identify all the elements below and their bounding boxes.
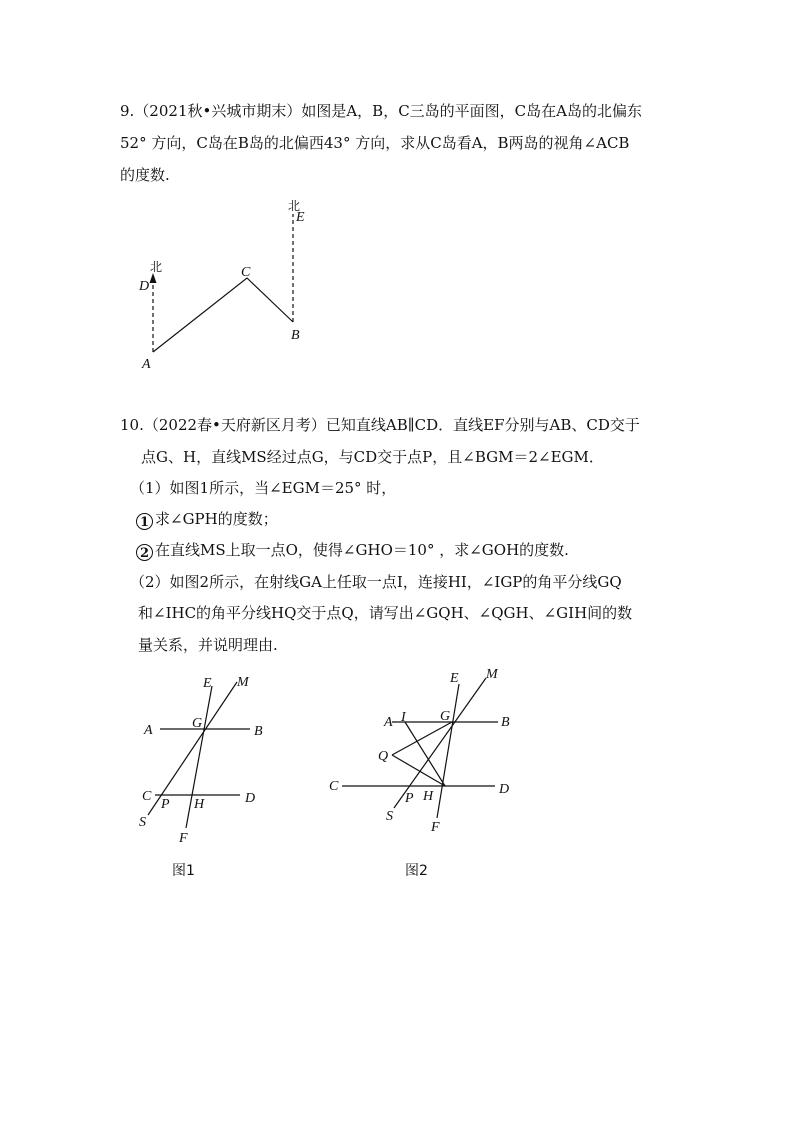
fig2-label-a: A	[384, 715, 393, 730]
q10-figure-2	[329, 667, 510, 835]
fig1-label-c: C	[142, 789, 152, 804]
fig2-label-s: S	[386, 809, 393, 824]
item-2-text: 在直线MS上取一点O，使得∠GHO＝10° ，求∠GOH的度数.	[155, 541, 569, 559]
q10-part-2-line-1: （2）如图2所示，在射线GA上任取一点I，连接HI，∠IGP的角平分线GQ	[130, 573, 622, 591]
q10-figure-1	[139, 675, 263, 846]
fig2-label-c: C	[329, 779, 339, 794]
path-acb	[153, 278, 293, 352]
fig1-label-a: A	[144, 723, 153, 738]
fig1-label-e: E	[203, 676, 212, 691]
q9-line-2: 52° 方向，C岛在B岛的北偏西43° 方向，求从C岛看A，B两岛的视角∠ACB	[120, 134, 630, 152]
q10-item-2	[136, 540, 569, 561]
q10-part-2-line-2: 和∠IHC的角平分线HQ交于点Q，请写出∠GQH、∠QGH、∠GIH间的数	[138, 604, 633, 622]
point-label-d: D	[139, 279, 150, 294]
north-arrow-a	[150, 273, 157, 283]
fig2-label-p: P	[405, 791, 414, 806]
fig2-label-i: I	[401, 710, 406, 725]
fig2-label-d: D	[499, 782, 510, 797]
north-label-right: 北	[288, 199, 301, 213]
figure-1-caption: 图1	[172, 863, 195, 879]
q9-diagram	[138, 199, 305, 372]
segment-ih	[405, 722, 445, 786]
q10-part-1: （1）如图1所示，当∠EGM＝25° 时，	[130, 479, 397, 497]
fig2-label-f: F	[431, 820, 440, 835]
north-label-left: 北	[150, 260, 163, 274]
point-label-a: A	[142, 357, 151, 372]
fig1-label-b: B	[254, 724, 263, 739]
fig1-label-s: S	[139, 815, 146, 830]
q10-item-1	[136, 509, 278, 530]
fig1-label-f: F	[179, 831, 188, 846]
fig1-label-p: P	[161, 797, 170, 812]
line-ef-fig2	[437, 684, 459, 818]
fig2-label-h: H	[423, 789, 434, 804]
fig2-label-m: M	[486, 667, 498, 682]
segment-qh	[392, 755, 445, 786]
q9-line-3: 的度数.	[120, 166, 170, 184]
item-1-text: 求∠GPH的度数；	[155, 510, 278, 528]
q10-part-2-line-3: 量关系，并说明理由.	[138, 636, 278, 654]
fig2-label-e: E	[450, 671, 459, 686]
figure-2-caption: 图2	[405, 863, 428, 879]
point-label-c: C	[241, 265, 251, 280]
fig2-label-q: Q	[378, 749, 389, 764]
fig1-label-g: G	[192, 716, 203, 731]
item-1-marker: 1	[136, 513, 153, 530]
q10-line-2: 点G、H，直线MS经过点G，与CD交于点P，且∠BGM＝2∠EGM．	[141, 448, 604, 466]
fig2-label-g: G	[440, 709, 451, 724]
point-label-b: B	[291, 328, 300, 343]
line-ms-fig2	[394, 678, 486, 808]
item-2-marker: 2	[136, 544, 153, 561]
fig2-label-b: B	[501, 715, 510, 730]
q9-line-1: 9.（2021秋•兴城市期末）如图是A，B，C三岛的平面图，C岛在A岛的北偏东	[120, 102, 642, 120]
fig1-label-h: H	[194, 797, 205, 812]
fig1-label-m: M	[237, 675, 249, 690]
point-label-e: E	[296, 210, 305, 225]
fig1-label-d: D	[245, 791, 256, 806]
q10-line-1: 10.（2022春•天府新区月考）已知直线AB∥CD．直线EF分别与AB、CD交于	[120, 416, 640, 434]
